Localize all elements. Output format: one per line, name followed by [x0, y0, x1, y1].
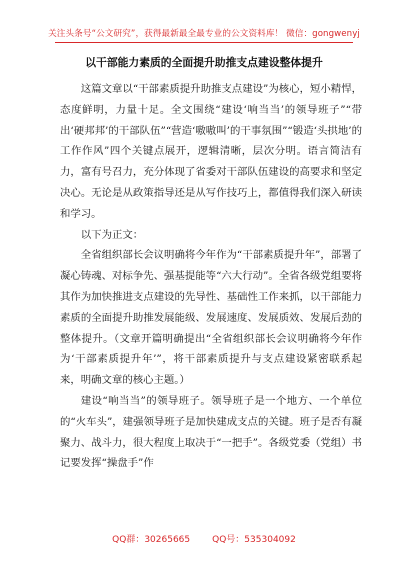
footer-qq-group: QQ群：30265665	[112, 535, 191, 545]
intro-paragraph: 这篇文章以“干部素质提升助推支点建设”为核心，短小精悍，态度鲜明，力量十足。全文围绕“建设‘响当当’的领导班子”“带出‘硬邦邦’的干部队伍”“营造‘嗷嗷叫’的干事氛围”“锻造‘头拱地’的工作作风”四个关键点展开，逻辑清晰，层次分明。语言简洁有力，富有号召力，充分体现了省委对干部队伍建设的高要求和坚定决心。无论是从政策指导还是从写作技巧上，都值得我们深入研读和学习。	[60, 83, 362, 220]
body-paragraph: 建设“响当当”的领导班子。领导班子是一个地方、一个单位的“火车头”，建强领导班子是加快建成支点的关键。班子是否有凝聚力、战斗力，很大程度上取决于“一把手”。各级党委（党组）书记要发挥“操盘手”作	[60, 394, 362, 470]
footer-qq-number: QQ号：535304092	[212, 535, 296, 545]
header-divider	[55, 42, 353, 43]
footer-contact	[0, 532, 408, 545]
main-text-label: 以下为正文：	[80, 228, 144, 241]
document-body	[60, 79, 362, 474]
body-paragraph: 全省组织部长会议明确将今年作为“干部素质提升年”，部署了凝心铸魂、对标争先、强基提能等“六大行动”。全省各级党组要将其作为加快推进支点建设的先导性、基础性工作来抓，以干部能力素质的全面提升助推发展能级、发展速度、发展质效、发展后劲的整体提升。（文章开篇明确提出“全省组织部长会议明确将今年作为‘干部素质提升年’”，将干部素质提升与支点建设紧密联系起来，明确文章的核心主题。）	[60, 249, 362, 387]
document-title: 以干部能力素质的全面提升助推支点建设整体提升	[85, 56, 323, 69]
header-banner: 关注头条号“公文研究”，获得最新最全最专业的公文资料库！ 微信：gongwenyj	[48, 29, 360, 39]
